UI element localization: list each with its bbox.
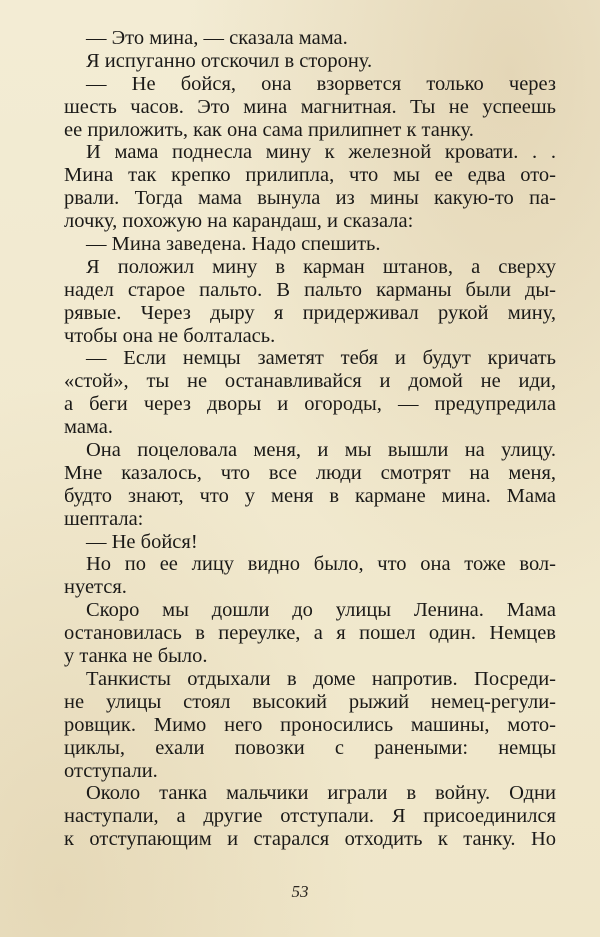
text-line: циклы, ехали повозки с ранеными: немцы [64,736,556,759]
text-line: отступали. [64,759,158,782]
text-line: рвали. Тогда мама вынула из мины какую-то па- [64,187,556,210]
text-line: И мама поднесла мину к железной кровати. . . [86,141,556,164]
text-line: мама. [64,416,113,439]
text-line: надел старое пальто. В пальто карманы были ды- [64,278,556,301]
text-line: у танка не было. [64,645,208,668]
text-line: наступали, а другие отступали. Я присоединился [64,805,556,828]
text-line: Скоро мы дошли до улицы Ленина. Мама [86,599,556,622]
text-line: Я испуганно отскочил в сторону. [86,49,373,72]
text-line: нуется. [64,576,127,599]
text-line: а беги через дворы и огороды, — предупредила [64,393,556,416]
text-line: остановилась в переулке, а я пошел один. Немцев [64,622,556,645]
page-number: 53 [291,882,309,901]
text-line: Мне казалось, что все люди смотрят на меня, [64,461,556,484]
text-line: — Не бойся! [86,530,198,553]
text-line: Она поцеловала меня, и мы вышли на улицу. [86,439,556,462]
text-line: — Если немцы заметят тебя и будут кричать [86,347,556,370]
text-line: Около танка мальчики играли в войну. Одни [86,782,556,805]
text-line: ее приложить, как она сама прилипнет к танку. [64,118,474,141]
text-line: ровщик. Мимо него проносились машины, мото- [64,713,556,736]
text-line: лочку, похожую на карандаш, и сказала: [64,210,414,233]
text-line: Мина так крепко прилипла, что мы ее едва ото- [64,164,556,187]
text-line: шептала: [64,507,144,530]
text-line: Танкисты отдыхали в доме напротив. Посреди- [86,667,556,690]
text-line: рявые. Через дыру я придерживал рукой мину, [64,301,556,324]
text-line: «стой», ты не останавливайся и домой не иди, [64,370,556,393]
text-line: Но по ее лицу видно было, что она тоже вол- [86,553,556,576]
text-line: шесть часов. Это мина магнитная. Ты не успеешь [64,95,556,118]
text-line: будто знают, что у меня в кармане мина. Мама [64,484,556,507]
text-line: Я положил мину в карман штанов, а сверху [86,255,556,278]
text-line: — Мина заведена. Надо спешить. [86,233,381,256]
text-line: — Это мина, — сказала мама. [86,27,348,49]
text-line: к отступающим и старался отходить к танку. Но [64,828,556,851]
text-line: чтобы она не болталась. [64,324,276,347]
body-text [64,27,556,851]
text-line: не улицы стоял высокий рыжий немец-регули- [64,690,556,713]
text-line: — Не бойся, она взорвется только через [86,72,556,95]
